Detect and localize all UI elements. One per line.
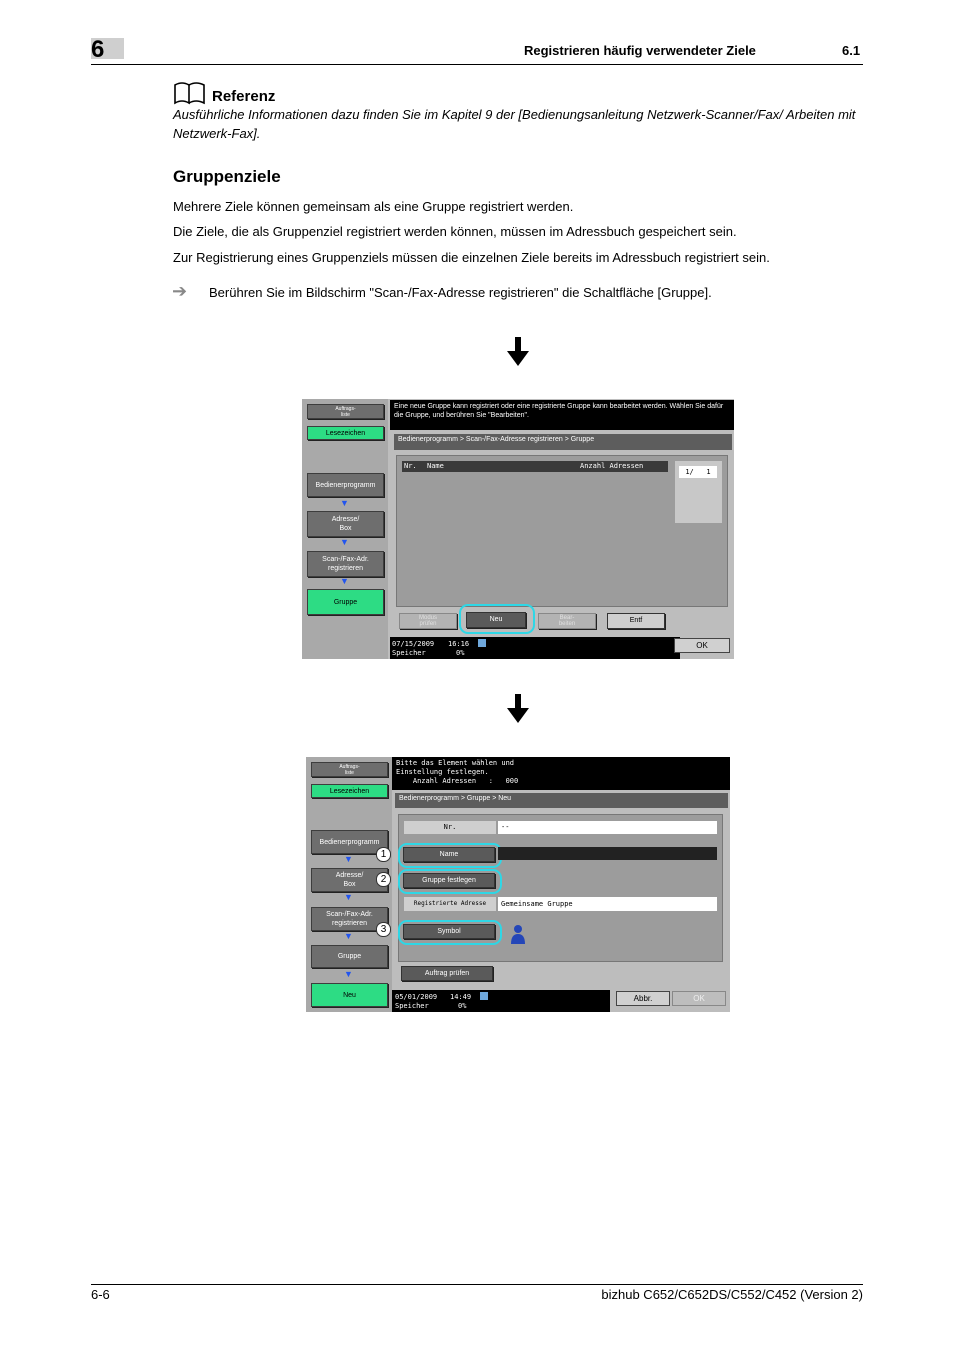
ok-button[interactable]: OK: [672, 991, 726, 1006]
symbol-button[interactable]: Symbol: [403, 924, 495, 939]
name-button[interactable]: Name: [403, 847, 495, 862]
bookmark-button[interactable]: Lesezeichen: [307, 426, 384, 440]
paragraph-3: Zur Registrierung eines Gruppenziels müssen die einzelnen Ziele bereits im Adressbuch registriert sein.: [173, 250, 770, 265]
header-rule: [91, 64, 863, 65]
ok-button[interactable]: OK: [674, 638, 730, 653]
status-time: 16:16: [448, 640, 470, 648]
address-box-button[interactable]: Adresse/ Box: [307, 511, 384, 537]
step-text: Berühren Sie im Bildschirm "Scan-/Fax-Adresse registrieren" die Schaltfläche [Gruppe].: [209, 285, 712, 300]
down-arrow-icon: ▼: [344, 854, 353, 864]
col-count: Anzahl Adressen: [580, 462, 644, 470]
reference-text: Ausführliche Informationen dazu finden Sie im Kapitel 9 der [Bedienungsanleitung Netzwerk-Scanner/Fax/ Arbeiten mit Netzwerk-Fax].: [173, 107, 856, 141]
nr-value: --: [498, 821, 717, 834]
col-nr: Nr.: [404, 462, 417, 470]
group-button[interactable]: Gruppe: [307, 589, 384, 615]
callout-2: 2: [376, 872, 391, 887]
status-date: 07/15/2009: [392, 640, 435, 648]
callout-1: 1: [376, 847, 391, 862]
status-memory-label: Speicher: [395, 1002, 429, 1010]
reference-title: Referenz: [212, 88, 276, 105]
address-box-button[interactable]: Adresse/ Box: [311, 868, 388, 892]
header-section: 6.1: [842, 43, 861, 58]
utility-button[interactable]: Bedienerprogramm: [311, 830, 388, 854]
step-arrow-icon: ➔: [172, 281, 188, 301]
new-button[interactable]: Neu: [466, 612, 526, 628]
info-message: Bitte das Element wählen und Einstellung festlegen. Anzahl Adressen : 000: [392, 757, 730, 790]
cancel-button[interactable]: Abbr.: [616, 991, 670, 1006]
job-list-button[interactable]: Auftrags- liste: [307, 404, 384, 419]
down-arrow-icon: ▼: [340, 537, 349, 547]
info-message: Eine neue Gruppe kann registriert oder eine registrierte Gruppe kann bearbeitet werden. Wählen Sie dafür die Gruppe, und berühren Sie "Bearbeiten".: [390, 400, 734, 430]
registered-address-label: Registrierte Adresse: [404, 897, 496, 911]
group-button[interactable]: Gruppe: [311, 945, 388, 968]
page-number: 6-6: [91, 1287, 110, 1302]
breadcrumb: Bedienerprogramm > Gruppe > Neu: [395, 793, 728, 808]
new-button[interactable]: Neu: [311, 983, 388, 1007]
scan-fax-register-button[interactable]: Scan-/Fax-Adr. registrieren: [307, 551, 384, 577]
delete-button[interactable]: Entf: [607, 613, 665, 629]
utility-button[interactable]: Bedienerprogramm: [307, 473, 384, 497]
job-list-button[interactable]: Auftrags- liste: [311, 762, 388, 777]
status-bar: [390, 637, 680, 659]
screenshot-group-list: [302, 399, 734, 659]
down-arrow-icon: [507, 694, 529, 724]
status-date: 05/01/2009: [395, 993, 438, 1001]
scan-fax-register-button[interactable]: Scan-/Fax-Adr. registrieren: [311, 907, 388, 931]
breadcrumb: Bedienerprogramm > Scan-/Fax-Adresse registrieren > Gruppe: [394, 434, 732, 450]
paragraph-1: Mehrere Ziele können gemeinsam als eine Gruppe registriert werden.: [173, 199, 574, 214]
screenshot-new-group: [306, 757, 730, 1012]
section-heading: Gruppenziele: [173, 167, 281, 186]
down-arrow-icon: ▼: [344, 892, 353, 902]
header-title: Registrieren häufig verwendeter Ziele: [524, 43, 756, 58]
down-arrow-icon: ▼: [344, 969, 353, 979]
paragraph-2: Die Ziele, die als Gruppenziel registriert werden können, müssen im Adressbuch gespeichert sein.: [173, 224, 737, 239]
callout-3: 3: [376, 922, 391, 937]
bookmark-button[interactable]: Lesezeichen: [311, 784, 388, 798]
col-name: Name: [427, 462, 444, 470]
registered-address-value: Gemeinsame Gruppe: [498, 897, 717, 911]
network-icon: [478, 639, 486, 647]
status-memory-value: 0%: [456, 649, 465, 657]
network-icon: [480, 992, 488, 1000]
edit-button[interactable]: Bear- beiten: [538, 613, 596, 629]
nr-label: Nr.: [404, 821, 496, 834]
check-mode-button[interactable]: Modus prüfen: [399, 613, 457, 629]
job-check-button[interactable]: Auftrag prüfen: [401, 966, 493, 981]
status-bar: [392, 990, 610, 1012]
name-value: [498, 847, 717, 860]
product-name: bizhub C652/C652DS/C552/C452 (Version 2): [601, 1287, 863, 1302]
page-indicator: 1/ 1: [679, 466, 717, 478]
down-arrow-icon: ▼: [344, 931, 353, 941]
status-memory-value: 0%: [458, 1002, 467, 1010]
chapter-number: 6: [91, 36, 105, 63]
status-memory-label: Speicher: [392, 649, 426, 657]
down-arrow-icon: ▼: [340, 498, 349, 508]
down-arrow-icon: ▼: [340, 576, 349, 586]
list-header: [402, 461, 668, 472]
status-time: 14:49: [450, 993, 472, 1001]
down-arrow-icon: [507, 337, 529, 367]
set-group-button[interactable]: Gruppe festlegen: [403, 873, 495, 888]
book-icon: [173, 81, 206, 105]
user-group-icon: [510, 923, 526, 945]
footer-rule: [91, 1284, 863, 1285]
